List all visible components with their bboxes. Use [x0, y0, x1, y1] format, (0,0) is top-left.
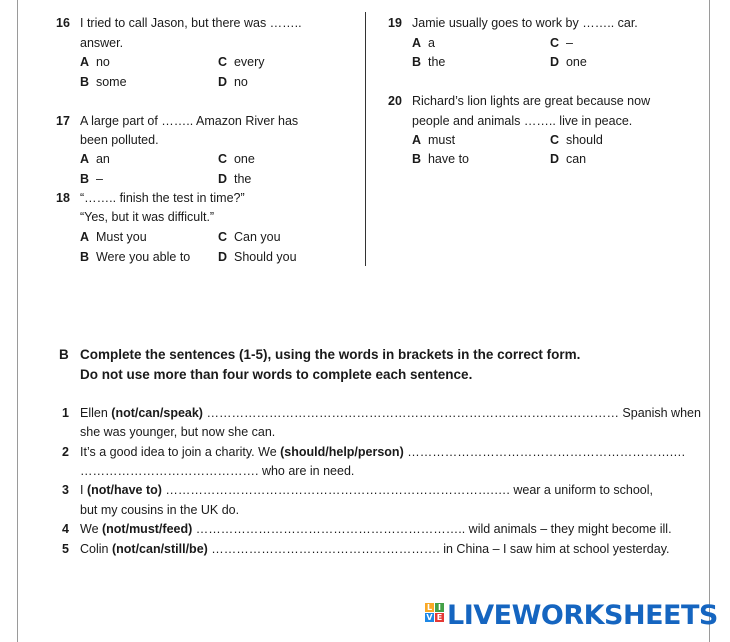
sentence-line[interactable]: I (not/have to) …………………………………………………………………….…. wear a uniform to school, [80, 483, 653, 497]
question-number: 19 [388, 16, 402, 30]
option-c[interactable]: C Can you [218, 230, 281, 244]
sentence-continuation: but my cousins in the UK do. [80, 503, 240, 517]
option-a[interactable]: A an [80, 152, 110, 166]
option-b[interactable]: B Were you able to [80, 250, 191, 264]
question-text: I tried to call Jason, but there was …….. [80, 16, 302, 30]
sentence-number: 4 [62, 522, 69, 536]
option-b[interactable]: B – [80, 172, 103, 186]
option-b[interactable]: B have to [412, 152, 469, 166]
sentence-number: 5 [62, 542, 69, 556]
sentence-line[interactable]: Colin (not/can/still/be) ………………………………………………. in China – I saw him at school yesterday. [80, 542, 670, 556]
option-c[interactable]: C one [218, 152, 255, 166]
option-d[interactable]: D the [218, 172, 252, 186]
question-text: answer. [80, 36, 124, 50]
option-d[interactable]: D one [550, 55, 587, 69]
sentence-line[interactable]: It’s a good idea to join a charity. We (should/help/person) ……………………………………………………….… [80, 445, 686, 459]
question-text: people and animals …….. live in peace. [412, 114, 633, 128]
question-text: “…….. finish the test in time?” [80, 191, 245, 205]
logo-text: LIVEWORKSHEETS [447, 600, 718, 631]
sentence-number: 2 [62, 445, 69, 459]
option-c[interactable]: C should [550, 133, 603, 147]
question-number: 18 [56, 191, 70, 205]
question-number: 16 [56, 16, 70, 30]
question-text: “Yes, but it was difficult.” [80, 210, 215, 224]
question-number: 17 [56, 114, 70, 128]
section-instructions: Do not use more than four words to complete each sentence. [80, 367, 473, 382]
sentence-continuation: she was younger, but now she can. [80, 425, 276, 439]
sentence-line[interactable]: Ellen (not/can/speak) ……………………………………………………………………………………… Spanish when [80, 406, 701, 420]
option-a[interactable]: A must [412, 133, 456, 147]
option-b[interactable]: B the [412, 55, 446, 69]
question-text: been polluted. [80, 133, 159, 147]
option-a[interactable]: A no [80, 55, 110, 69]
logo-tiles-icon: L I V E [426, 603, 443, 622]
section-letter: B [59, 347, 69, 362]
option-d[interactable]: D Should you [218, 250, 297, 264]
question-text: A large part of …….. Amazon River has [80, 114, 299, 128]
sentence-number: 3 [62, 483, 69, 497]
question-text: Richard’s lion lights are great because now [412, 94, 651, 108]
sentence-continuation[interactable]: ……………………………………. who are in need. [80, 464, 355, 478]
option-c[interactable]: C every [218, 55, 265, 69]
option-a[interactable]: A a [412, 36, 435, 50]
question-text: Jamie usually goes to work by …….. car. [412, 16, 638, 30]
section-instructions: Complete the sentences (1-5), using the words in brackets in the correct form. [80, 347, 581, 362]
liveworksheets-logo [425, 600, 720, 634]
option-d[interactable]: D no [218, 75, 248, 89]
question-number: 20 [388, 94, 402, 108]
option-a[interactable]: A Must you [80, 230, 147, 244]
option-c[interactable]: C – [550, 36, 573, 50]
option-d[interactable]: D can [550, 152, 587, 166]
sentence-number: 1 [62, 406, 69, 420]
column-divider [365, 12, 366, 266]
sentence-line[interactable]: We (not/must/feed) ……………………………………………………….. wild animals – they might become ill. [80, 522, 672, 536]
option-b[interactable]: B some [80, 75, 127, 89]
